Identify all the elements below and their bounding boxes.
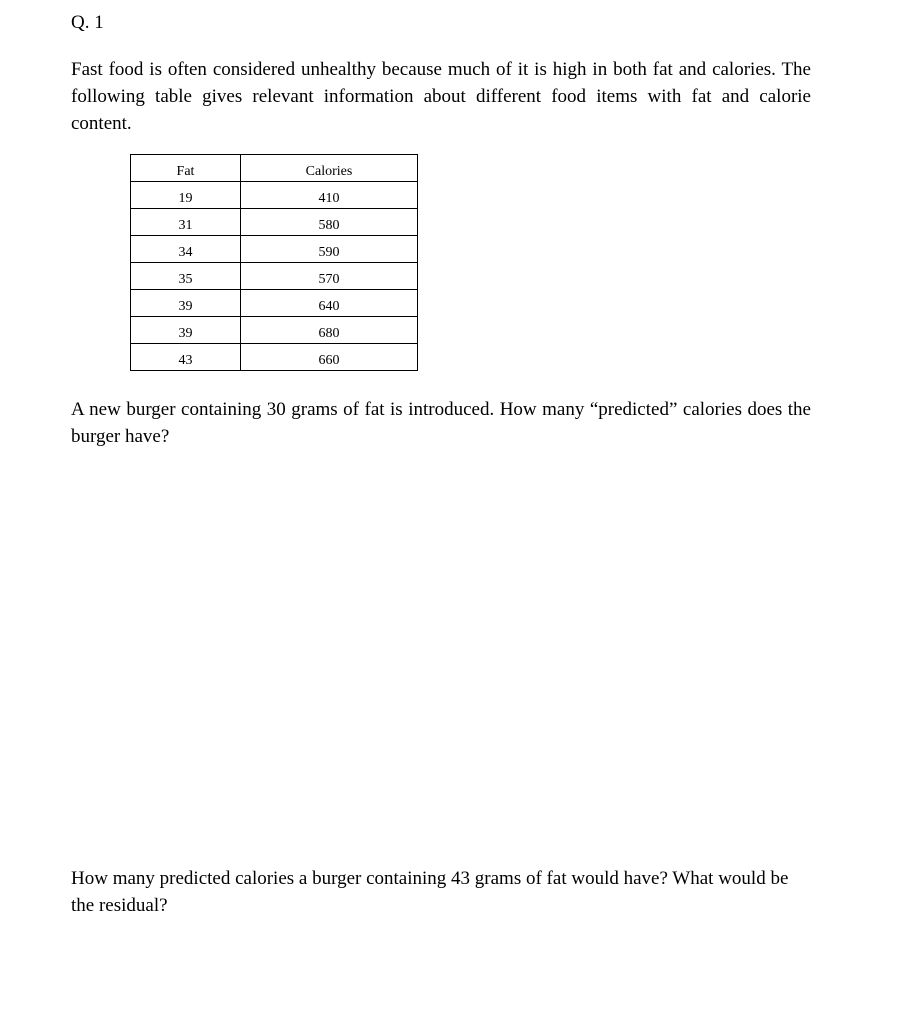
table-row <box>131 290 418 317</box>
question-prompt-2: How many predicted calories a burger containing 43 grams of fat would have? What would be the residual? <box>71 868 789 916</box>
cell-calories: 590 <box>241 236 418 263</box>
cell-fat: 19 <box>131 182 241 209</box>
cell-calories: 570 <box>241 263 418 290</box>
table-row <box>131 236 418 263</box>
cell-fat: 35 <box>131 263 241 290</box>
cell-calories: 640 <box>241 290 418 317</box>
cell-calories: 580 <box>241 209 418 236</box>
fat-calories-table <box>130 154 418 371</box>
table-row <box>131 317 418 344</box>
question-intro: Fast food is often considered unhealthy because much of it is high in both fat and calories. The following table gives relevant information about different food items with fat and calorie content. <box>71 59 811 134</box>
cell-calories: 410 <box>241 182 418 209</box>
cell-fat: 39 <box>131 290 241 317</box>
cell-fat: 43 <box>131 344 241 371</box>
question-number: Q. 1 <box>71 12 104 33</box>
question-prompt-1: A new burger containing 30 grams of fat is introduced. How many “predicted” calories does the burger have? <box>71 399 811 447</box>
table-header-row <box>131 155 418 182</box>
header-fat: Fat <box>131 155 241 182</box>
header-calories: Calories <box>241 155 418 182</box>
cell-fat: 39 <box>131 317 241 344</box>
table-row <box>131 182 418 209</box>
cell-calories: 680 <box>241 317 418 344</box>
table-row <box>131 209 418 236</box>
cell-fat: 31 <box>131 209 241 236</box>
cell-calories: 660 <box>241 344 418 371</box>
table-row <box>131 344 418 371</box>
table-row <box>131 263 418 290</box>
cell-fat: 34 <box>131 236 241 263</box>
